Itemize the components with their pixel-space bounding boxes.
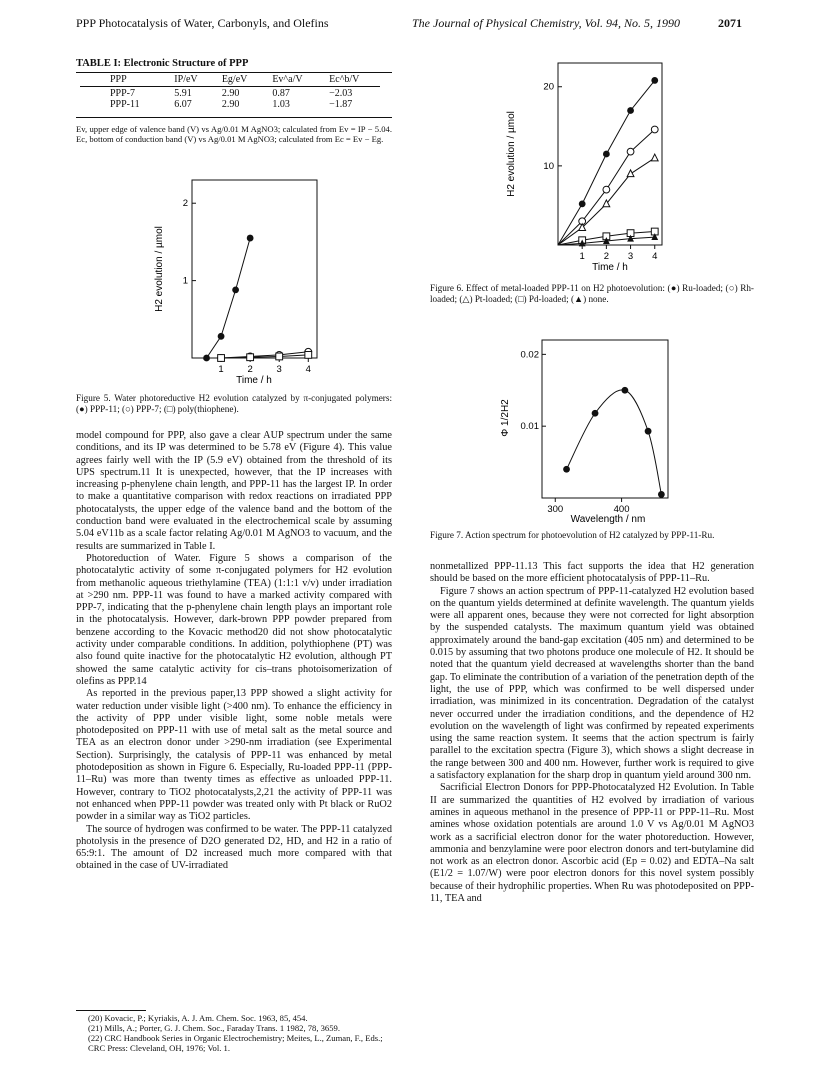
y-tick-label: 2 (182, 198, 188, 210)
running-header-journal: The Journal of Physical Chemistry, Vol. 94, No. 5, 1990 (412, 16, 680, 30)
footnotes (76, 1013, 392, 1053)
data-point (658, 491, 665, 498)
paragraph: Sacrificial Electron Donors for PPP-Photocatalyzed H2 Evolution. In Table II are summarized the quantities of H2 evolved by irradiation of various amines in aqueous methanol in the presence of PPP-11 or PPP-11–Ru. Most amines whose oxidation potentials are around 1.0 V vs Ag/0.01 M AgNO3 work as a sacrificial electron donor for the water photoreduction. However, ammonia and benzylamine were poor electron donors and tert-butylamine did not work as an electron donor. Ascorbic acid (Ep = 0.02) and EDTA–Na salt (E1/2 = 1.07/W) were poor electron donors for this novel system possibly because of their hydrophilic properties. When Ru was photodeposited on PPP-11, TEA and (430, 782, 754, 905)
data-point (603, 151, 610, 158)
y-tick-label: 0.01 (520, 421, 539, 433)
table1-header-row (80, 74, 380, 85)
figure6-caption: Figure 6. Effect of metal-loaded PPP-11 on H2 photoevolution: (●) Ru-loaded; (○) Rh-loaded; (△) Pt-loaded; (□) Pd-loaded; (▲) none. (430, 283, 754, 304)
data-point (218, 355, 225, 362)
x-tick-label: 4 (305, 364, 311, 375)
data-point (621, 387, 628, 394)
x-tick-label: 400 (613, 504, 630, 515)
figure5-xlabel: Time / h (236, 375, 272, 386)
left-column-text (76, 430, 392, 873)
table1-title: TABLE I: Electronic Structure of PPP (76, 58, 249, 69)
data-point (645, 428, 652, 435)
footnote-rule (76, 1010, 146, 1011)
x-tick-label: 3 (276, 364, 282, 375)
figure7-frame (542, 340, 668, 498)
data-point (218, 333, 225, 340)
table1-header-cell: IP/eV (174, 74, 198, 85)
figure6-chart (488, 60, 668, 278)
series-line-0 (558, 80, 655, 245)
paragraph: Figure 7 shows an action spectrum of PPP-11-catalyzed H2 evolution based on the quantum yields determined at definite wavelength. The quantum yields were all apparent ones, because they were not corrected for light absorption by the suspended catalysts. The maximum quantum yield was obtained approximately around the band-gap excitation (405 nm) and determined to be 0.015 by assuming that two photons produce one molecule of H2. It should be noted that the quantum yield decreased at wavelengths shorter than the band gap. To eliminate the contribution of a variation of the penetration depth of the light, the use of PPP, which was confirmed to be well dispersed under irradiation, was minimized in its concentration. Degradation of the catalyst never occurred under the irradiation conditions, and the dependence of H2 evolution on the wavelength of light was confirmed by repeated experiments using the same reaction system. It seems that the action spectrum is fairly parallel to the excitation spectra (Figure 3), which shows a slight decrease in the range between 300 and 400 nm. However, further work is required to give a satisfactory explanation for the sharp drop in quantum yield around 300 nm. (430, 585, 754, 782)
figure6-xlabel: Time / h (592, 262, 628, 273)
y-tick-label: 1 (182, 275, 188, 287)
table1-header-cell: PPP (110, 74, 127, 85)
data-point (579, 200, 586, 207)
figure5-ylabel: H2 evolution / µmol (154, 226, 165, 312)
data-point (232, 286, 239, 293)
paragraph: nonmetallized PPP-11.13 This fact supports the idea that H2 generation should be based on the more efficient photocatalysis of PPP-11–Ru. (430, 561, 754, 585)
series-line-0 (192, 238, 250, 358)
data-point (247, 354, 254, 361)
y-tick-label: 0.02 (520, 349, 539, 361)
figure5-frame (192, 180, 317, 358)
data-point (651, 154, 658, 161)
y-tick-label: 20 (543, 81, 554, 93)
figure5-chart (150, 175, 330, 390)
right-column-text (430, 561, 754, 905)
data-point (247, 235, 254, 242)
x-tick-label: 1 (218, 364, 224, 375)
footnote-21: (21) Mills, A.; Porter, G. J. Chem. Soc., Faraday Trans. 1 1982, 78, 3659. (88, 1023, 340, 1033)
footnote-22: (22) CRC Handbook Series in Organic Electrochemistry; Meites, L., Zuman, F., Eds.; CRC Press: Cleveland, OH, 1976; Vol. 1. (88, 1033, 383, 1053)
paragraph: As reported in the previous paper,13 PPP showed a slight activity for water reduction under visible light (>400 nm). To enhance the efficiency in the activity of PPP under visible light, some noble metals were photodeposited on PPP-11 with use of metal salt as the metal source and TEA as an electron donor under >290-nm irradiation (see Experimental Section). Surprisingly, the catalysis of PPP-11 was enhanced by metal photodeposition as shown in Figure 6. Especially, Ru-loaded PPP-11 (PPP-11–Ru) was more than twenty times as effective as unloaded PPP-11. However, contrary to TiO2 photocatalysts,2,21 the activity of PPP-11 was not enhanced when PPP-11 powder was treated only with Pt black or RuO2 powder in a similar way as TiO2 particles. (76, 688, 392, 823)
data-point (603, 186, 610, 193)
paragraph: Photoreduction of Water. Figure 5 shows a comparison of the photocatalytic activity of some π-conjugated polymers for H2 evolution from methanolic aqueous triethylamine (TEA) (1:1:1 v/v) under irradiation at >290 nm. PPP-11 was found to have a marked activity compared with PPP-7, indicating that the p-phenylene chain length plays an important role in the photocatalysis. However, dark-brown PPP powder prepared from benzene according to the Kovacic method20 did not show photocatalytic activity under comparable conditions. In addition, polythiophene (PT) was also found quite inactive for the photocatalytic H2 evolution, although PT showed the same catalytic activity for cis–trans photoisomerization of olefins as PPP.14 (76, 552, 392, 687)
x-tick-label: 300 (547, 504, 564, 515)
table1-header-cell: Ev^a/V (272, 74, 303, 85)
figure6-ylabel: H2 evolution / µmol (506, 111, 517, 197)
paragraph: model compound for PPP, also gave a clear AUP spectrum under the same conditions, and its IP was determined to be 5.78 eV (Figure 4). This value agrees fairly well with the IP (5.9 eV) obtained from the threshold of its UPS spectrum.11 It is unexpected, however, that the IP increases with increasing p-phenylene chain length, and PPP-11 has the largest IP. In order to make a quantitative comparison with redox reactions on irradiated PPP photocatalysts, the upper edge of the valence band and the bottom of the conduction band were evaluated in the electrochemical scale by assuming 5.04 eV11b as a scale factor relating Ag/0.01 M AgNO3 to vacuum, and the results are summarized in Table I. (76, 430, 392, 552)
table1-header-cell: Eg/eV (221, 74, 248, 85)
table-row: PPP-11 6.07 2.90 1.03 −1.87 (110, 99, 353, 110)
data-point (563, 466, 570, 473)
data-point (627, 170, 634, 177)
figure7-caption: Figure 7. Action spectrum for photoevolution of H2 catalyzed by PPP-11-Ru. (430, 530, 715, 540)
data-point (276, 353, 283, 360)
data-point (651, 77, 658, 84)
data-point (305, 352, 312, 359)
page-number: 2071 (718, 16, 742, 30)
footnote-20: (20) Kovacic, P.; Kyriakis, A. J. Am. Chem. Soc. 1963, 85, 454. (88, 1013, 308, 1023)
x-tick-label: 2 (247, 364, 253, 375)
figure7-ylabel: Φ 1/2H2 (500, 399, 511, 437)
table-row: PPP-7 5.91 2.90 0.87 −2.03 (110, 88, 353, 99)
table1-rule-top (76, 72, 392, 73)
table1-header-cell: Ec^b/V (329, 74, 360, 85)
table1-rule-bottom (76, 117, 392, 118)
x-tick-label: 2 (603, 251, 610, 262)
x-tick-label: 3 (627, 251, 634, 262)
y-tick-label: 10 (543, 160, 554, 172)
running-header-title: PPP Photocatalysis of Water, Carbonyls, and Olefins (76, 16, 329, 30)
figure7-chart (488, 338, 698, 526)
data-point (627, 148, 634, 155)
table1 (80, 74, 380, 110)
table1-footnote: Ev, upper edge of valence band (V) vs Ag/0.01 M AgNO3; calculated from Ev = IP − 5.04. Ec, bottom of conduction band (V) vs Ag/0.01 M AgNO3; calculated from Ec = Ev − Eg. (76, 124, 392, 144)
series-line-0 (567, 390, 662, 495)
x-tick-label: 4 (652, 251, 658, 262)
figure7-xlabel: Wavelength / nm (570, 514, 646, 525)
data-point (651, 126, 658, 133)
figure5-caption: Figure 5. Water photoreductive H2 evolution catalyzed by π-conjugated polymers: (●) PPP-11; (○) PPP-7; (□) poly(thiophene). (76, 393, 392, 414)
data-point (592, 410, 599, 417)
x-tick-label: 1 (579, 251, 585, 262)
data-point (627, 107, 634, 114)
paragraph: The source of hydrogen was confirmed to be water. The PPP-11 catalyzed photolysis in the presence of D2O generated D2, HD, and H2 in a ratio of 65:9:1. The amount of D2 increased much more compared with that obtained in the case of UV-irradiated (76, 823, 392, 872)
